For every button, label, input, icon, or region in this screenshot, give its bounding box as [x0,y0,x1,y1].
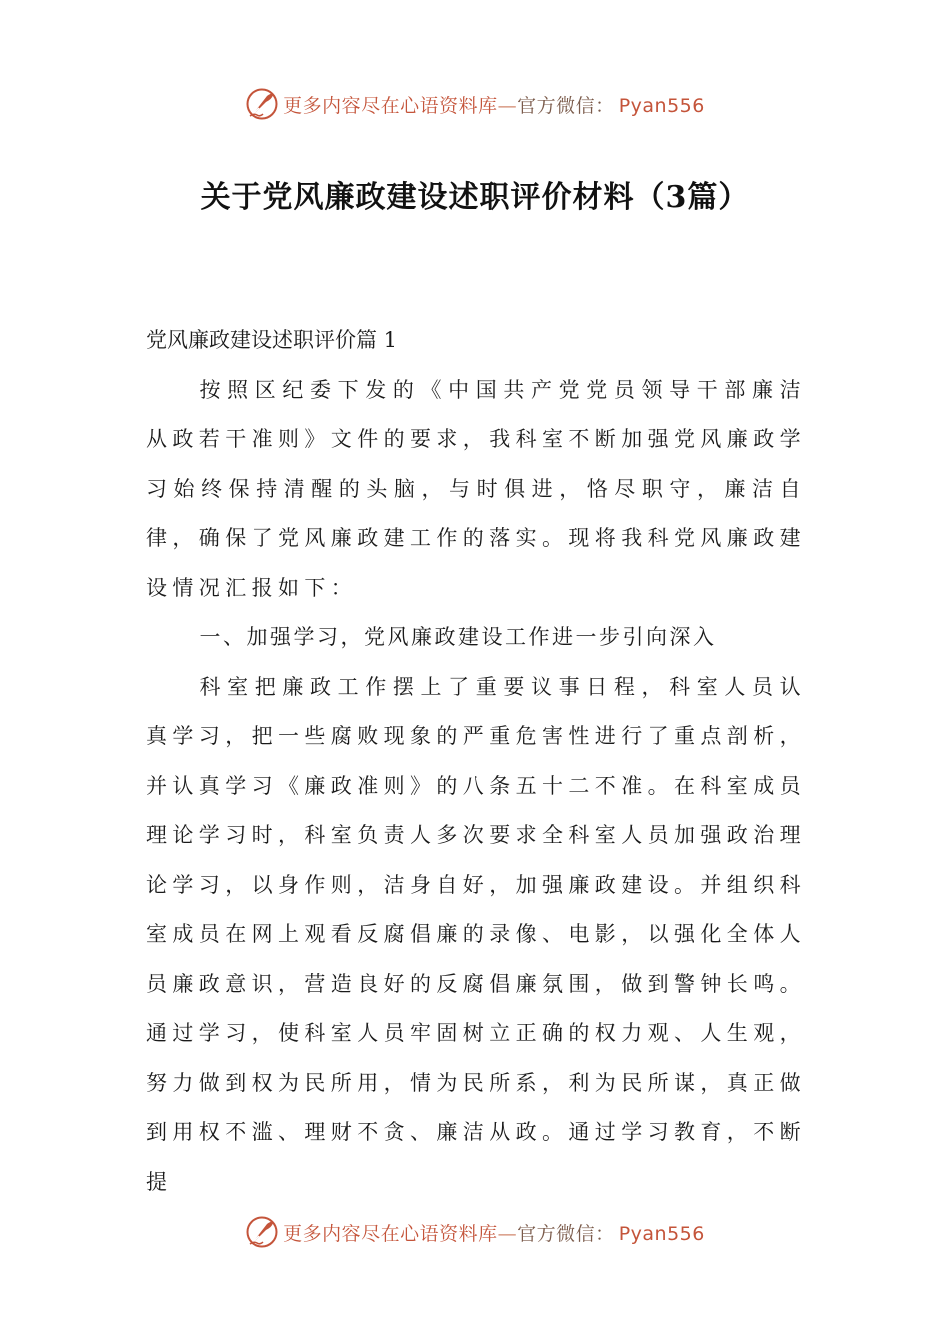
watermark-wechat-label: 官方微信： [517,94,615,117]
watermark-text [283,91,705,118]
footer-watermark-banner [0,1212,950,1252]
header-watermark-banner [0,84,950,124]
watermark-dash: — [497,1222,518,1245]
section-heading: 一、加强学习，党风廉政建设工作进一步引向深入 [199,625,717,649]
watermark-wechat-id: Pyan556 [618,94,705,117]
watermark-text [283,1219,705,1246]
watermark-brand: 更多内容尽在心语资料库 [283,1222,498,1245]
watermark-wechat-id: Pyan556 [618,1222,705,1245]
watermark-dash: — [497,94,518,117]
watermark-brand: 更多内容尽在心语资料库 [283,94,498,117]
quill-pen-icon [245,87,279,121]
document-title: 关于党风廉政建设述职评价材料（3篇） [200,180,750,215]
section-subheading: 党风廉政建设述职评价篇 1 [146,328,398,352]
body-paragraph: 科室把廉政工作摆上了重要议事日程，科室人员认真学习，把一些腐败现象的严重危害性进行了重点剖析，并认真学习《廉政准则》的八条五十二不准。在科室成员理论学习时，科室负责人多次要求全科室人员加强政治理论学习，以身作则，洁身自好，加强廉政建设。并组织科室成员在网上观看反腐倡廉的录像、电影，以强化全体人员廉政意识，营造良好的反腐倡廉氛围，做到警钟长鸣。通过学习，使科室人员牢固树立正确的权力观、人生观，努力做到权为民所用，情为民所系，利为民所谋，真正做到用权不滥、理财不贪、廉洁从政。通过学习教育，不断提 [146,674,806,1194]
body-paragraph: 按照区纪委下发的《中国共产党党员领导干部廉洁从政若干准则》文件的要求，我科室不断加强党风廉政学习始终保持清醒的头脑，与时俱进，恪尽职守，廉洁自律，确保了党风廉政建工作的落实。现将我科党风廉政建设情况汇报如下： [146,377,806,600]
document-body [146,316,806,1207]
quill-pen-icon [245,1215,279,1249]
watermark-wechat-label: 官方微信： [517,1222,615,1245]
